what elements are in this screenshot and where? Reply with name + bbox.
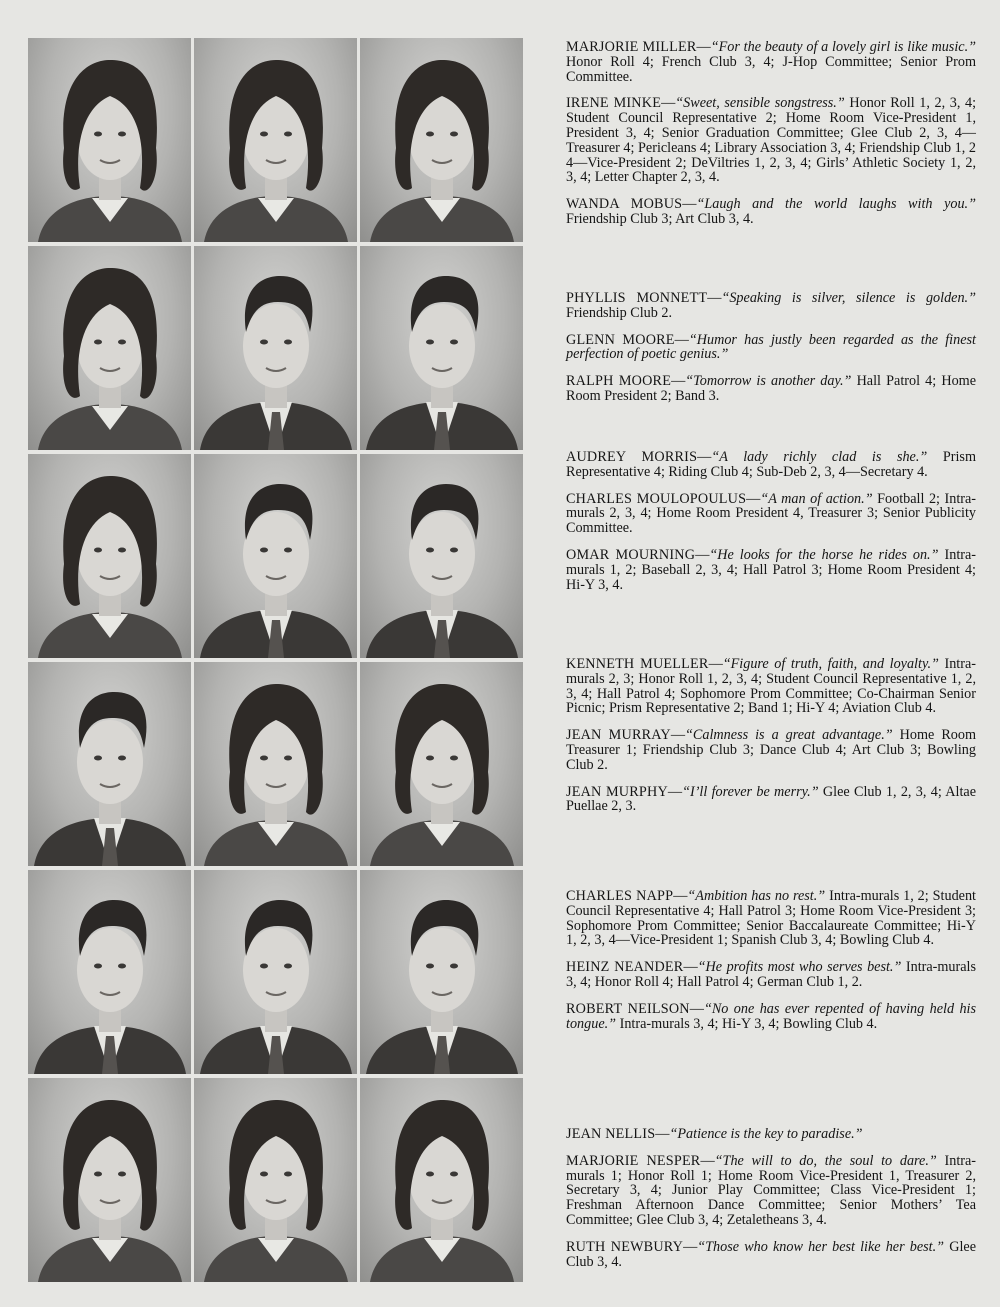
student-name: RALPH MOORE	[566, 373, 672, 390]
student-entry: JEAN MURRAY—“Calmness is a great advantage.” Home Room Treasurer 1; Friendship Club 3; Dance Club 4; Art Club 3; Bowling Club 2.	[566, 727, 976, 773]
student-quote: “He profits most who serves best.”	[697, 959, 902, 976]
student-activities: Glee Club 1, 2, 3, 4; Altae Puellae 2, 3.	[566, 783, 977, 815]
student-entry: JEAN MURPHY—“I’ll forever be merry.” Glee Club 1, 2, 3, 4; Altae Puellae 2, 3.	[566, 783, 977, 815]
portrait-grid	[28, 38, 524, 1285]
student-quote: “Speaking is silver, silence is golden.”	[721, 290, 976, 306]
entry-group	[566, 291, 976, 416]
student-entry: RALPH MOORE—“Tomorrow is another day.” Hall Patrol 4; Home Room President 2; Band 3.	[566, 373, 976, 404]
student-portrait	[360, 246, 523, 450]
student-portrait	[194, 246, 357, 450]
student-name: HEINZ NEANDER	[566, 959, 684, 976]
student-quote: “Patience is the key to paradise.”	[669, 1126, 863, 1142]
student-portrait	[360, 870, 523, 1074]
student-portrait	[28, 1078, 191, 1282]
student-activities: Friendship Club 2.	[566, 304, 673, 321]
student-name: KENNETH MUELLER	[566, 656, 709, 672]
student-portrait	[28, 38, 191, 242]
student-activities: Intra-murals 1, 2; Student Council Representative 4; Hall Patrol 3; Home Room Vice-President 3; Sophomore Prom Committee; Senior Baccalaureate Committee; Hi-Y 1, 2, 3, 4—Vice-President 1; Spanish Club 3, 4; Bowling Club 4.	[566, 888, 976, 949]
student-portrait	[360, 1078, 523, 1282]
student-quote: “Sweet, sensible songstress.”	[675, 95, 845, 112]
student-activities: Friendship Club 3; Art Club 3, 4.	[566, 210, 754, 227]
student-activities: Hall Patrol 4; Home Room President 2; Band 3.	[566, 373, 976, 404]
student-entry: ROBERT NEILSON—“No one has ever repented of having held his tongue.” Intra-murals 3, 4; Hi-Y 3, 4; Bowling Club 4.	[566, 1000, 977, 1032]
student-name: MARJORIE NESPER	[566, 1152, 701, 1169]
student-quote: “He looks for the horse he rides on.”	[709, 546, 939, 563]
student-portrait	[360, 454, 523, 658]
student-entry: MARJORIE MILLER—“For the beauty of a lovely girl is like music.” Honor Roll 4; French Club 3, 4; J-Hop Committee; Senior Prom Committee.	[566, 39, 977, 85]
student-portrait	[194, 454, 357, 658]
student-entry: CHARLES MOULOPOULUS—“A man of action.” Football 2; Intra-murals 2, 3, 4; Home Room President 4, Treasurer 3; Senior Publicity Committee.	[566, 490, 977, 537]
student-activities: Prism Representative 4; Riding Club 4; Sub-Deb 2, 3, 4—Secretary 4.	[566, 449, 976, 480]
student-quote: “Ambition has no rest.”	[687, 888, 826, 904]
student-quote: “Those who know her best like her best.”	[697, 1238, 945, 1255]
student-name: RUTH NEWBURY	[566, 1238, 684, 1255]
student-quote: “Laugh and the world laughs with you.”	[696, 196, 976, 213]
student-portrait	[360, 662, 523, 866]
student-name: PHYLLIS MONNETT	[566, 290, 708, 306]
student-entry: OMAR MOURNING—“He looks for the horse he rides on.” Intra-murals 1, 2; Baseball 2, 3, 4; Hall Patrol 3; Home Room President 4; Hi-Y 3, 4.	[566, 546, 977, 593]
student-quote: “Figure of truth, faith, and loyalty.”	[722, 656, 939, 672]
student-entry: KENNETH MUELLER—“Figure of truth, faith, and loyalty.” Intra-murals 2, 3; Honor Roll 1, 2, 3, 4; Student Council Representative 1, 2, 3, 4; Hall Patrol 4; Sophomore Prom Committee; Co-Chairman Senior Picnic; Prism Representative 2; Band 1; Hi-Y 4; Aviation Club 4.	[566, 656, 976, 717]
student-quote: “A man of action.”	[760, 490, 873, 507]
student-name: OMAR MOURNING	[566, 546, 696, 563]
student-activities: Intra-murals 2, 3; Honor Roll 1, 2, 3, 4; Student Council Representative 1, 2, 3, 4; Hall Patrol 4; Sophomore Prom Committee; Co-Chairman Senior Picnic; Prism Representative 2; Band 1; Hi-Y 4; Aviation Club 4.	[566, 656, 976, 717]
student-name: ROBERT NEILSON	[566, 1000, 690, 1017]
student-portrait	[194, 870, 357, 1074]
student-entry: JEAN NELLIS—“Patience is the key to paradise.”	[566, 1126, 863, 1142]
student-quote: “Humor has justly been regarded as the finest perfection of poetic genius.”	[566, 331, 976, 363]
student-name: JEAN MURPHY	[566, 783, 668, 800]
student-portrait	[194, 1078, 357, 1282]
student-name: JEAN MURRAY	[566, 727, 671, 744]
student-quote: “The will to do, the soul to dare.”	[714, 1152, 937, 1169]
student-activities: Football 2; Intra-murals 2, 3, 4; Home Room President 4, Treasurer 3; Senior Publicity Committee.	[566, 490, 977, 537]
student-entry: AUDREY MORRIS—“A lady richly clad is she.” Prism Representative 4; Riding Club 4; Sub-Deb 2, 3, 4—Secretary 4.	[566, 449, 976, 480]
entry-group	[566, 450, 976, 604]
student-name: AUDREY MORRIS	[566, 449, 698, 465]
student-activities: Home Room Treasurer 1; Friendship Club 3; Dance Club 4; Art Club 3; Bowling Club 2.	[566, 727, 976, 773]
student-name: JEAN NELLIS	[566, 1126, 656, 1142]
student-activities: Intra-murals 3, 4; Hi-Y 3, 4; Bowling Club 4.	[619, 1015, 878, 1032]
student-entry: MARJORIE NESPER—“The will to do, the soul to dare.” Intra-murals 1; Honor Roll 1; Home Room Vice-President 1, Treasurer 2, Secretary 3, 4; Junior Play Committee; Class Vice-President 1; Freshman Afternoon Dance Committee; Senior Mothers’ Tea Committee; Glee Club 3, 4; Zetaletheans 3, 4.	[566, 1152, 977, 1228]
student-name: GLENN MOORE	[566, 331, 675, 348]
student-activities: Intra-murals 1; Honor Roll 1; Home Room Vice-President 1, Treasurer 2, Secretary 3, 4; Junior Play Committee; Class Vice-President 1; Freshman Afternoon Dance Committee; Senior Mothers’ Tea Committee; Glee Club 3, 4; Zetaletheans 3, 4.	[566, 1152, 977, 1228]
student-quote: “Calmness is a great advantage.”	[685, 727, 893, 744]
student-name: MARJORIE MILLER	[566, 39, 697, 55]
student-portrait	[28, 246, 191, 450]
student-entry: HEINZ NEANDER—“He profits most who serves best.” Intra-murals 3, 4; Honor Roll 4; Hall Patrol 4; German Club 1, 2.	[566, 959, 976, 990]
student-portrait	[360, 38, 523, 242]
student-quote: “Tomorrow is another day.”	[685, 373, 852, 390]
student-name: IRENE MINKE	[566, 95, 662, 112]
entry-group	[566, 657, 976, 826]
student-quote: “A lady richly clad is she.”	[711, 449, 928, 465]
student-activities: Intra-murals 3, 4; Honor Roll 4; Hall Patrol 4; German Club 1, 2.	[566, 959, 976, 990]
student-quote: “For the beauty of a lovely girl is like music.”	[710, 39, 977, 55]
student-portrait	[28, 662, 191, 866]
student-activities: Intra-murals 1, 2; Baseball 2, 3, 4; Hall Patrol 3; Home Room President 4; Hi-Y 3, 4.	[566, 546, 977, 593]
student-portrait	[194, 38, 357, 242]
student-name: CHARLES MOULOPOULUS	[566, 490, 747, 507]
student-entry: CHARLES NAPP—“Ambition has no rest.” Intra-murals 1, 2; Student Council Representative 4; Hall Patrol 3; Home Room Vice-President 3; Sophomore Prom Committee; Senior Baccalaureate Committee; Hi-Y 1, 2, 3, 4—Vice-President 1; Spanish Club 3, 4; Bowling Club 4.	[566, 888, 976, 949]
student-entry: PHYLLIS MONNETT—“Speaking is silver, silence is golden.” Friendship Club 2.	[566, 290, 976, 321]
student-activities: Honor Roll 1, 2, 3, 4; Student Council Representative 2; Home Room Vice-President 1, President 3, 4; Senior Graduation Committee; Glee Club 2, 3, 4—Treasurer 4; Pericleans 4; Library Association 3, 4; Friendship Club 1, 2 4—Vice-President 2; DeViltries 1, 2, 3, 4; Girls’ Athletic Society 1, 2, 3, 4; Letter Chapter 2, 3, 4.	[566, 95, 977, 186]
student-name: WANDA MOBUS	[566, 196, 683, 213]
student-entry: IRENE MINKE—“Sweet, sensible songstress.” Honor Roll 1, 2, 3, 4; Student Council Representative 2; Home Room Vice-President 1, President 3, 4; Senior Graduation Committee; Glee Club 2, 3, 4—Treasurer 4; Pericleans 4; Library Association 3, 4; Friendship Club 1, 2 4—Vice-President 2; DeViltries 1, 2, 3, 4; Girls’ Athletic Society 1, 2, 3, 4; Letter Chapter 2, 3, 4.	[566, 95, 977, 186]
student-portrait	[28, 454, 191, 658]
student-entry: RUTH NEWBURY—“Those who know her best like her best.” Glee Club 3, 4.	[566, 1238, 976, 1270]
student-activities: Honor Roll 4; French Club 3, 4; J-Hop Committee; Senior Prom Committee.	[566, 53, 976, 85]
student-portrait	[28, 870, 191, 1074]
student-entry: GLENN MOORE—“Humor has justly been regarded as the finest perfection of poetic genius.”	[566, 331, 976, 363]
student-activities: Glee Club 3, 4.	[566, 1238, 976, 1270]
student-quote: “No one has ever repented of having held his tongue.”	[566, 1000, 977, 1032]
student-entry: WANDA MOBUS—“Laugh and the world laughs with you.” Friendship Club 3; Art Club 3, 4.	[566, 196, 976, 227]
entry-group	[566, 889, 976, 1043]
entry-group	[566, 1127, 976, 1281]
student-quote: “I’ll forever be merry.”	[682, 783, 819, 800]
student-portrait	[194, 662, 357, 866]
entry-group	[566, 40, 976, 239]
student-name: CHARLES NAPP	[566, 888, 674, 904]
